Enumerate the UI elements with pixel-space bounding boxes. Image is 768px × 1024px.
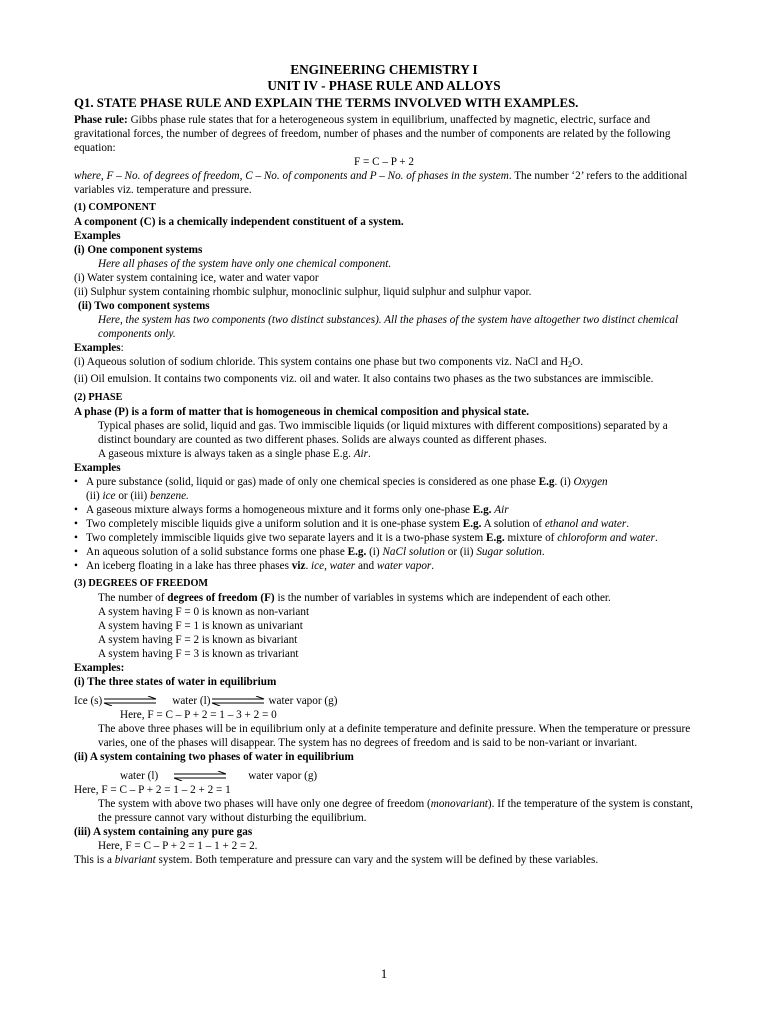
text: . — [541, 546, 545, 558]
text: or (ii) — [444, 546, 477, 558]
component-heading: (1) COMPONENT — [74, 202, 156, 213]
one-component-item: (i) Water system containing ice, water and water vapor — [74, 272, 319, 284]
text: . — [626, 518, 630, 530]
two-component-example-2: (ii) Oil emulsion. It contains two components viz. oil and water. It also contains two phases as the two substances are immiscible. — [74, 373, 654, 385]
dof-example-1-para: The above three phases will be in equilibrium only at a definite temperature and definite pressure. When the temperature or pressure varies, one of the phases will disappear. The system has no degrees of freedom and is said to be non-variant or invariant. — [98, 723, 691, 749]
dof-definition — [74, 591, 694, 605]
phase-examples-label: Examples — [74, 462, 121, 474]
list-item — [74, 545, 694, 559]
list-item — [74, 517, 694, 531]
text: Air — [494, 504, 509, 516]
equilibrium-arrows-icon — [172, 771, 228, 781]
question-heading: Q1. STATE PHASE RULE AND EXPLAIN THE TERMS INVOLVED WITH EXAMPLES. — [74, 96, 579, 110]
text: degrees of freedom (F) — [167, 592, 275, 604]
list-item — [74, 503, 694, 517]
list-item — [74, 559, 694, 573]
dof-example-1-title: (i) The three states of water in equilibrium — [74, 676, 277, 688]
vapor-label: water vapor (g) — [248, 770, 318, 782]
text: and — [355, 560, 377, 572]
text: Sugar solution — [476, 546, 542, 558]
example-text: O. — [572, 356, 584, 368]
text: A gaseous mixture always forms a homogeneous mixture and it forms only one-phase — [86, 504, 473, 516]
text: system. Both temperature and pressure can vary and the system will be defined by these variables. — [155, 854, 599, 866]
examples-label: Examples — [74, 342, 121, 354]
phase-rule-equation: F = C – P + 2 — [353, 156, 415, 168]
two-component-examples-label: Examples: — [74, 342, 124, 354]
text: An aqueous solution of a solid substance forms one phase — [86, 546, 348, 558]
text: . — [305, 560, 312, 572]
equilibrium-arrows-icon — [210, 696, 266, 706]
text: Two completely miscible liquids give a uniform solution and it is one-phase system — [86, 518, 463, 530]
text: . — [431, 560, 435, 572]
dof-heading: (3) DEGREES OF FREEDOM — [74, 578, 209, 589]
text: This is a — [74, 854, 115, 866]
phase-rule-text: Gibbs phase rule states that for a heterogeneous system in equilibrium, unaffected by magnetic, electric, surface and gravitational forces, the number of degrees of freedom, number of phases and the number of components are related by the following equation: — [74, 114, 671, 154]
text: E.g. — [486, 532, 505, 544]
dof-line: A system having F = 3 is known as trivariant — [98, 648, 299, 660]
phase-examples-list — [74, 475, 694, 573]
text: The number of — [98, 592, 168, 604]
water-label: water (l) — [120, 770, 159, 782]
text: is the number of variables in systems which are independent of each other. — [274, 592, 611, 604]
dof-examples-label: Examples: — [74, 662, 125, 674]
text: (ii) — [86, 490, 103, 502]
dof-line: A system having F = 2 is known as bivariant — [98, 634, 298, 646]
page-number: 1 — [380, 966, 388, 981]
text: benzene. — [150, 490, 189, 502]
phase-definition: A phase (P) is a form of matter that is homogeneous in chemical composition and physical state. — [74, 406, 530, 418]
example-text: (i) Aqueous solution of sodium chloride. This system contains one phase but two components viz. NaCl and H — [74, 356, 569, 368]
list-item — [74, 475, 694, 503]
text: ice — [102, 490, 116, 502]
text: monovariant — [430, 798, 488, 810]
vapor-label: water vapor (g) — [268, 695, 338, 707]
one-component-item: (ii) Sulphur system containing rhombic sulphur, monoclinic sulphur, liquid sulphur and sulphur vapor. — [74, 286, 532, 298]
dof-example-2-para — [74, 797, 694, 825]
text: E.g. — [472, 504, 492, 516]
unit-title: UNIT IV - PHASE RULE AND ALLOYS — [267, 78, 501, 93]
text: Air — [353, 448, 368, 460]
subscript: 2 — [568, 360, 573, 369]
phase-rule-where — [74, 169, 694, 197]
text: (i) — [366, 546, 383, 558]
dof-line: A system having F = 1 is known as univariant — [98, 620, 303, 632]
dof-line: A system having F = 0 is known as non-variant — [98, 606, 310, 618]
two-phase-equilibrium — [74, 769, 694, 783]
document-title: ENGINEERING CHEMISTRY I — [290, 62, 478, 77]
phase-paragraph-2 — [74, 447, 694, 461]
text: Two completely immiscible liquids give two separate layers and it is a two-phase system — [86, 532, 487, 544]
text: ethanol and water — [544, 518, 627, 530]
water-label: water (l) — [172, 695, 211, 707]
list-item — [74, 531, 694, 545]
two-component-title: (ii) Two component systems — [78, 300, 210, 312]
text: An iceberg floating in a lake has three phases — [86, 560, 292, 572]
text: . — [654, 532, 658, 544]
text: NaCl solution — [382, 546, 445, 558]
text: ). If the temperature of the system is constant, the pressure cannot vary without disturbing the equilibrium. — [98, 798, 693, 824]
text: chloroform and water — [557, 532, 655, 544]
text: A pure substance (solid, liquid or gas) made of only one chemical species is considered as one phase — [86, 476, 539, 488]
one-component-desc: Here all phases of the system have only one chemical component. — [98, 258, 392, 270]
text: A solution of — [481, 518, 545, 530]
text: bivariant — [114, 854, 156, 866]
dof-example-3-title: (iii) A system containing any pure gas — [74, 826, 253, 838]
phase-heading: (2) PHASE — [74, 392, 123, 403]
phase-rule-term: Phase rule: — [74, 114, 128, 126]
one-component-title: (i) One component systems — [74, 244, 203, 256]
component-definition: A component (C) is a chemically independent constituent of a system. — [74, 216, 404, 228]
text: E.g. — [347, 546, 367, 558]
phase-paragraph-1: Typical phases are solid, liquid and gas. Two immiscible liquids (or liquid mixtures with different compositions) separated by a distinct boundary are counted as two different phases. Solids are always counted as different phases. — [98, 420, 668, 446]
text: water vapor — [376, 560, 432, 572]
text: E.g — [538, 476, 555, 488]
equilibrium-arrows-icon — [102, 696, 158, 706]
text: viz — [291, 560, 306, 572]
three-phase-equilibrium — [74, 694, 694, 708]
phase-rule-intro — [74, 113, 694, 155]
text: The system with above two phases will have only one degree of freedom ( — [98, 798, 431, 810]
text: . — [368, 448, 371, 460]
two-component-example-1 — [74, 355, 694, 372]
two-component-desc: Here, the system has two components (two distinct substances). All the phases of the system have altogether two distinct chemical components only. — [98, 314, 679, 340]
text: Oxygen — [573, 476, 608, 488]
component-examples-label: Examples — [74, 230, 121, 242]
dof-example-2-calc: Here, F = C – P + 2 = 1 – 2 + 2 = 1 — [74, 784, 231, 796]
dof-example-3-calc: Here, F = C – P + 2 = 1 – 1 + 2 = 2. — [98, 840, 258, 852]
text: E.g. — [462, 518, 482, 530]
dof-example-2-title: (ii) A system containing two phases of water in equilibrium — [74, 751, 354, 763]
ice-label: Ice (s) — [74, 695, 103, 707]
text: ice, water — [311, 560, 356, 572]
document-page — [74, 62, 694, 867]
dof-example-3-para — [74, 853, 694, 867]
where-italic: where, F – No. of degrees of freedom, C – No. of components and P – No. of phases in the system — [74, 170, 509, 182]
dof-example-1-calc: Here, F = C – P + 2 = 1 – 3 + 2 = 0 — [120, 709, 277, 721]
text: mixture of — [504, 532, 558, 544]
text: A gaseous mixture is always taken as a single phase E.g. — [98, 448, 354, 460]
text: or (iii) — [115, 490, 151, 502]
text: . (i) — [554, 476, 574, 488]
where-rest: . The number ‘2’ refers to the additional variables viz. temperature and pressure. — [74, 170, 688, 196]
